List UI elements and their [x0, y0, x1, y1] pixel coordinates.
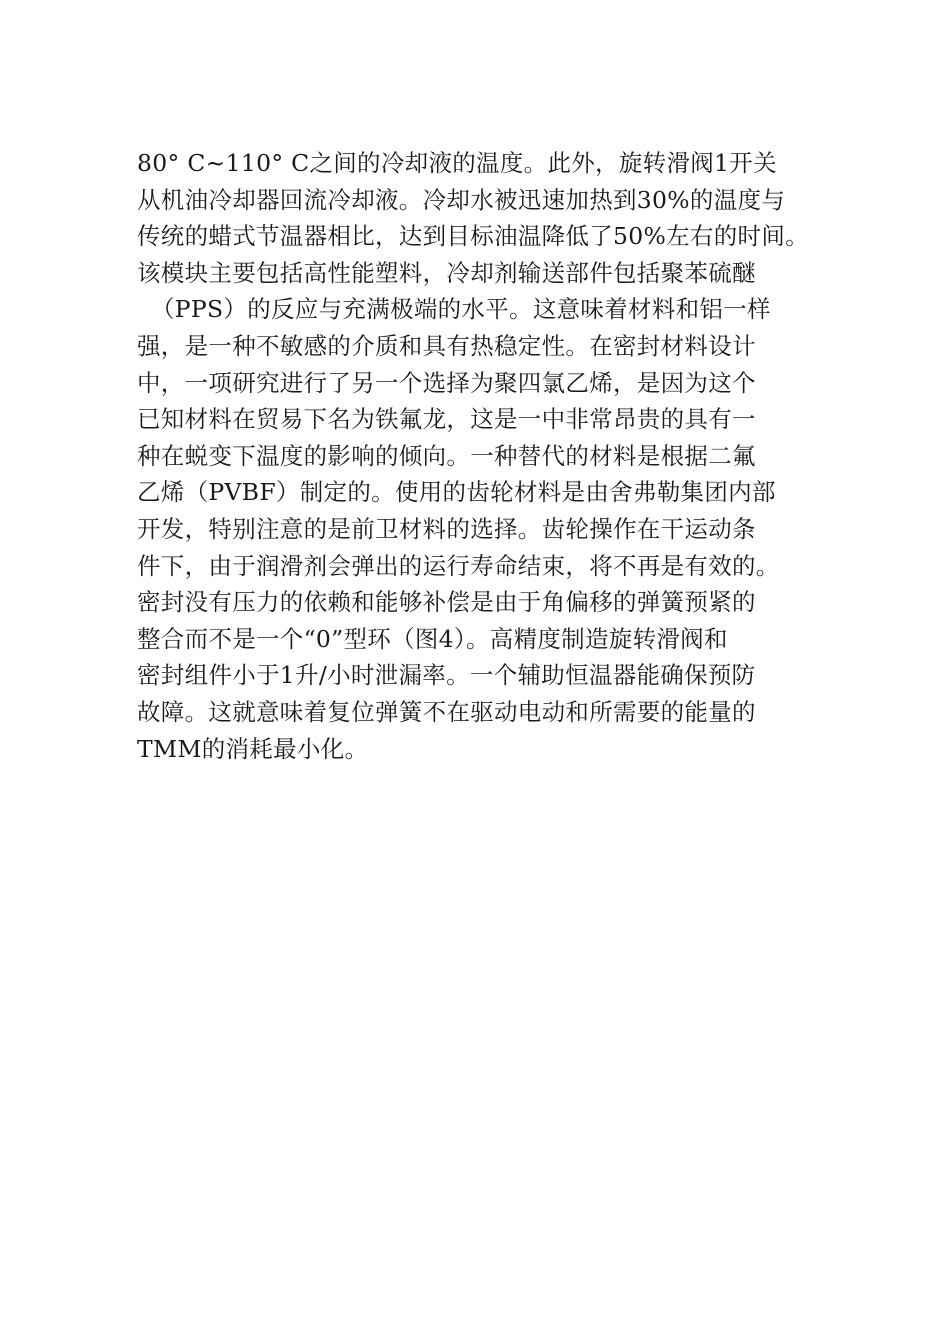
text-line: 密封组件小于1升/小时泄漏率。一个辅助恒温器能确保预防: [137, 661, 756, 690]
body-text: [137, 145, 927, 767]
text-line: 整合而不是一个“0”型环（图4）。高精度制造旋转滑阀和: [137, 624, 728, 653]
text-line: 80° C~110° C之间的冷却液的温度。此外，旋转滑阀1开关: [137, 149, 777, 177]
text-line: 开发，特别注意的是前卫材料的选择。齿轮操作在干运动条: [137, 514, 756, 543]
text-line: 该模块主要包括高性能塑料，冷却剂输送部件包括聚苯硫醚: [137, 258, 756, 287]
text-line: 种在蜕变下温度的影响的倾向。一种替代的材料是根据二氟: [137, 441, 756, 470]
text-line: 已知材料在贸易下名为铁氟龙，这是一中非常昂贵的具有一: [137, 405, 756, 434]
text-line: 密封没有压力的依赖和能够补偿是由于角偏移的弹簧预紧的: [137, 588, 756, 617]
text-line: 中，一项研究进行了另一个选择为聚四氯乙烯，是因为这个: [137, 368, 756, 397]
text-line: 件下，由于润滑剂会弹出的运行寿命结束，将不再是有效的。: [137, 551, 780, 580]
text-line: TMM的消耗最小化。: [137, 734, 369, 763]
text-line: 强，是一种不敏感的介质和具有热稳定性。在密封材料设计: [137, 331, 756, 360]
text-line: 乙烯（PVBF）制定的。使用的齿轮材料是由舍弗勒集团内部: [137, 478, 776, 507]
text-line: （PPS）的反应与充满极端的水平。这意味着材料和铝一样: [151, 295, 771, 324]
text-line: 传统的蜡式节温器相比，达到目标油温降低了50%左右的时间。: [137, 222, 809, 251]
text-line: 从机油冷却器回流冷却液。冷却水被迅速加热到30%的温度与: [137, 185, 786, 214]
text-line: 故障。这就意味着复位弹簧不在驱动电动和所需要的能量的: [137, 697, 756, 726]
